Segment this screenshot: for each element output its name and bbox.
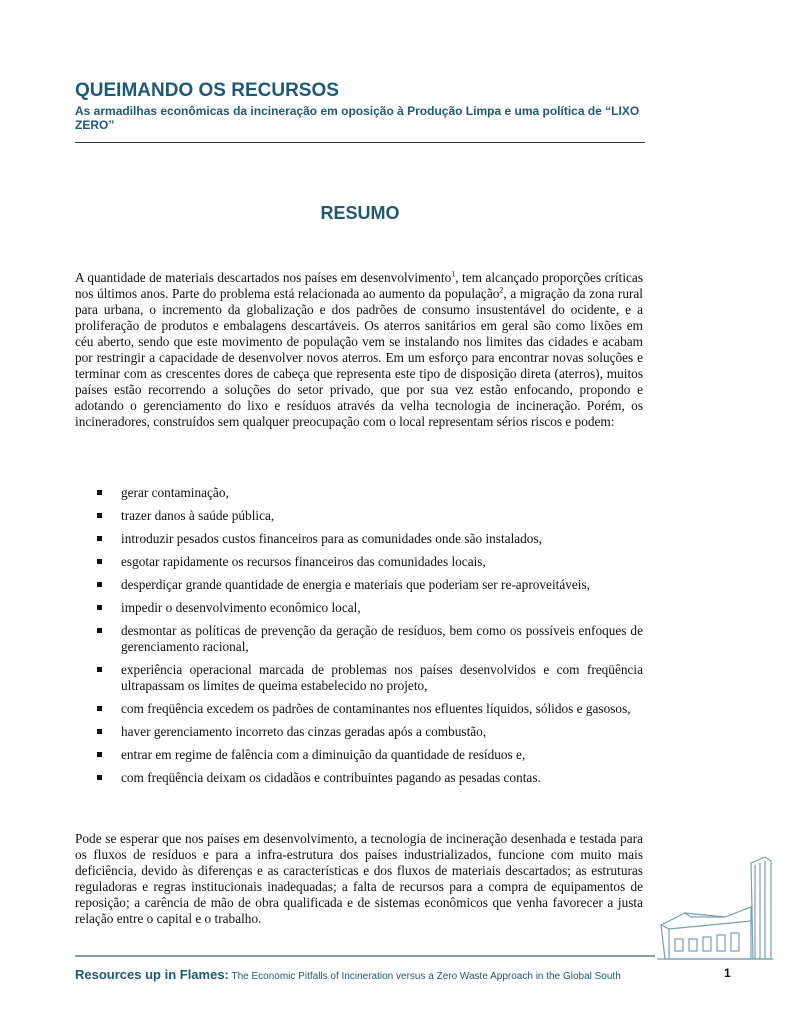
bullet-icon [97, 513, 102, 518]
bullet-icon [97, 706, 102, 711]
list-item: introduzir pesados custos financeiros para as comunidades onde são instalados, [75, 531, 643, 547]
list-item: entrar em regime de falência com a diminuição da quantidade de resíduos e, [75, 747, 643, 763]
bullet-icon [97, 582, 102, 587]
list-item: esgotar rapidamente os recursos financeiros das comunidades locais, [75, 554, 643, 570]
paragraph-intro-part2: , tem alcançado proporções críticas nos últimos anos. Parte do problema está relacionada ao aumento da população [75, 270, 643, 301]
footer-divider [75, 955, 655, 957]
list-item: desperdiçar grande quantidade de energia e materiais que poderiam ser re-aproveitáveis, [75, 577, 643, 593]
bullet-icon [97, 605, 102, 610]
paragraph-intro-part3: , a migração da zona rural para urbana, o incremento da globalização e dos padrões de consumo insustentável do ocidente, e a proliferação de produtos e embalagens descartáveis. Os aterros sanitários em geral são como lixões em céu aberto, sendo que este movimento de população vem se instalando nos limites das cidades e acabam por restringir a capacidade de desenvolver novos aterros. Em um esforço para encontrar novas soluções e terminar com as crescentes dores de cabeça que representa este tipo de disposição direta (aterros), muitos países estão recorrendo a soluções do setor privado, que por sua vez estão enfocando, propondo e adotando o gerenciamento do lixo e resíduos através da velha tecnologia de incineração. Porém, os incineradores, construídos sem qualquer preocupação com o local representam sérios riscos e podem: [75, 286, 643, 429]
list-item: com freqüência deixam os cidadãos e contribuintes pagando as pesadas contas. [75, 770, 643, 786]
risk-list [75, 485, 643, 793]
list-item: impedir o desenvolvimento econômico local, [75, 600, 643, 616]
bullet-icon [97, 729, 102, 734]
bullet-icon [97, 667, 102, 672]
bullet-icon [97, 536, 102, 541]
footer-subtitle: The Economic Pitfalls of Incineration versus a Zero Waste Approach in the Global South [228, 971, 621, 982]
list-item: desmontar as políticas de prevenção da geração de resíduos, bem como os possíveis enfoques de gerenciamento racional, [75, 623, 643, 655]
paragraph-intro [75, 270, 643, 430]
incinerator-building-logo-icon [655, 855, 775, 965]
header-divider [75, 142, 645, 143]
paragraph-intro-part1: A quantidade de materiais descartados nos países em desenvolvimento [75, 270, 452, 285]
bullet-icon [97, 559, 102, 564]
list-item: gerar contaminação, [75, 485, 643, 501]
page-number: 1 [724, 966, 731, 980]
document-subtitle: As armadilhas econômicas da incineração em oposição à Produção Limpa e uma política de “LIXO ZERO” [75, 104, 640, 132]
document-header [75, 80, 645, 132]
bullet-icon [97, 752, 102, 757]
list-item: trazer danos à saúde pública, [75, 508, 643, 524]
footer-title: Resources up in Flames: [75, 967, 229, 982]
bullet-icon [97, 775, 102, 780]
list-item: experiência operacional marcada de problemas nos países desenvolvidos e com freqüência ultrapassam os limites de queima estabelecido no projeto, [75, 662, 643, 694]
bullet-icon [97, 490, 102, 495]
list-item: haver gerenciamento incorreto das cinzas geradas após a combustão, [75, 724, 643, 740]
footnote-ref-2[interactable]: 2 [499, 285, 504, 295]
document-title: QUEIMANDO OS RECURSOS [75, 80, 339, 101]
paragraph-conclusion: Pode se esperar que nos países em desenvolvimento, a tecnologia de incineração desenhada e testada para os fluxos de resíduos e para a infra-estrutura dos países industrializados, funcione com muito mais deficiência, devido às diferenças e as características e dos fluxos de materiais descartados; as estruturas reguladoras e regras institucionais inadequadas; a falta de recursos para a compra de equipamentos de reposição; a carência de mão de obra qualificada e de sistemas econômicos que venha favorecer a justa relação entre o capital e o trabalho. [75, 831, 643, 926]
page-footer [75, 966, 735, 984]
section-title: RESUMO [320, 203, 400, 223]
list-item: com freqüência excedem os padrões de contaminantes nos efluentes líquidos, sólidos e gasosos, [75, 701, 643, 717]
bullet-icon [97, 628, 102, 633]
footnote-ref-1[interactable]: 1 [451, 269, 456, 279]
